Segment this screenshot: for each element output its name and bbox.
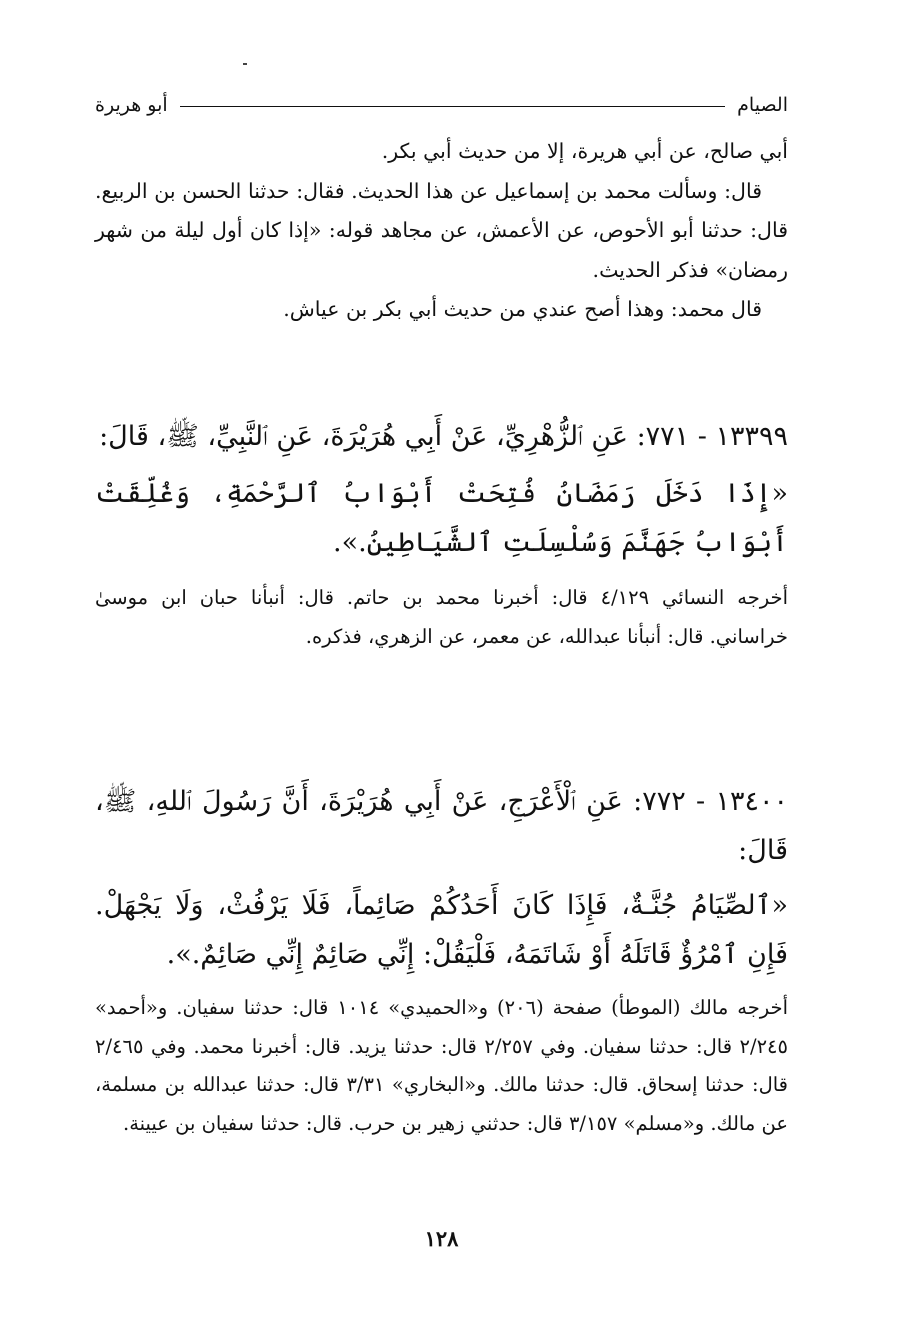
running-header <box>95 84 788 116</box>
intro-paragraph: قال: وسألت محمد بن إسماعيل عن هذا الحديث. فقال: حدثنا الحسن بن الربيع. قال: حدثنا أبو الأحوص، عن الأعمش، عن مجاهد قوله: «إذا كان أول ليلة من شهر رمضان» فذكر الحديث. <box>95 178 788 282</box>
header-chapter: الصيام <box>737 94 788 116</box>
intro-text <box>95 132 788 330</box>
hadith-takhrij: أخرجه مالك (الموطأ) صفحة (٢٠٦) و«الحميدي» ١٠١٤ قال: حدثنا سفيان. و«أحمد» ٢/٢٤٥ قال: حدثنا سفيان. وفي ٢/٢٥٧ قال: حدثنا يزيد. قال: أخبرنا محمد. وفي ٢/٤٦٥ قال: حدثنا إسحاق. قال: حدثنا مالك. و«البخاري» ٣/٣١ قال: حدثنا عبدالله بن مسلمة، عن مالك. و«مسلم» ٣/١٥٧ قال: حدثني زهير بن حرب. قال: حدثنا سفيان بن عيينة. <box>95 996 789 1135</box>
header-rule <box>180 106 726 107</box>
intro-paragraph: قال محمد: وهذا أصح عندي من حديث أبي بكر بن عياش. <box>283 297 762 321</box>
hadith-isnad: ١٣٤٠٠ - ٧٧٢: عَنِ ٱلْأَعْرَجِ، عَنْ أَبِي هُرَيْرَةَ، أَنَّ رَسُولَ ٱللهِ، ﷺ، قَالَ: <box>95 786 788 866</box>
hadith-matn: «ٱلصِّيَامُ جُنَّـةٌ، فَإِذَا كَانَ أَحَدُكُمْ صَائِماً، فَلَا يَرْفُثْ، وَلَا يَجْهَلْ. فَإِنِ ٱمْرُؤٌ قَاتَلَهُ أَوْ شَاتَمَهُ، فَلْيَقُلْ: إِنِّي صَائِمٌ إِنِّي صَائِمٌ.». <box>95 890 788 970</box>
hadith-entry <box>95 412 788 656</box>
hadith-takhrij: أخرجه النسائي ٤/١٢٩ قال: أخبرنا محمد بن حاتم. قال: أنبأنا حبان ابن موسىٰ خراساني. قال: أنبأنا عبدالله، عن معمر، عن الزهري، فذكره. <box>95 586 788 648</box>
hadith-matn: «إِذَا دَخَلَ رَمَضَانُ فُتِحَتْ أَبْوَابُ ٱلرَّحْمَةِ، وَغُلِّقَتْ أَبْوَابُ جَهَنَّمَ وَسُلْسِلَتِ ٱلشَّيَاطِينُ.». <box>95 478 788 558</box>
intro-paragraph: أبي صالح، عن أبي هريرة، إلا من حديث أبي بكر. <box>381 139 788 163</box>
page <box>95 0 788 1339</box>
header-narrator: أبو هريرة <box>95 94 168 116</box>
page-number: ١٢٨ <box>424 1226 459 1251</box>
hadith-isnad: ١٣٣٩٩ - ٧٧١: عَنِ ٱلزُّهْرِيِّ، عَنْ أَبِي هُرَيْرَةَ، عَنِ ٱلنَّبِيِّ، ﷺ، قَالَ: <box>99 421 788 452</box>
hadith-entry <box>95 777 788 1143</box>
